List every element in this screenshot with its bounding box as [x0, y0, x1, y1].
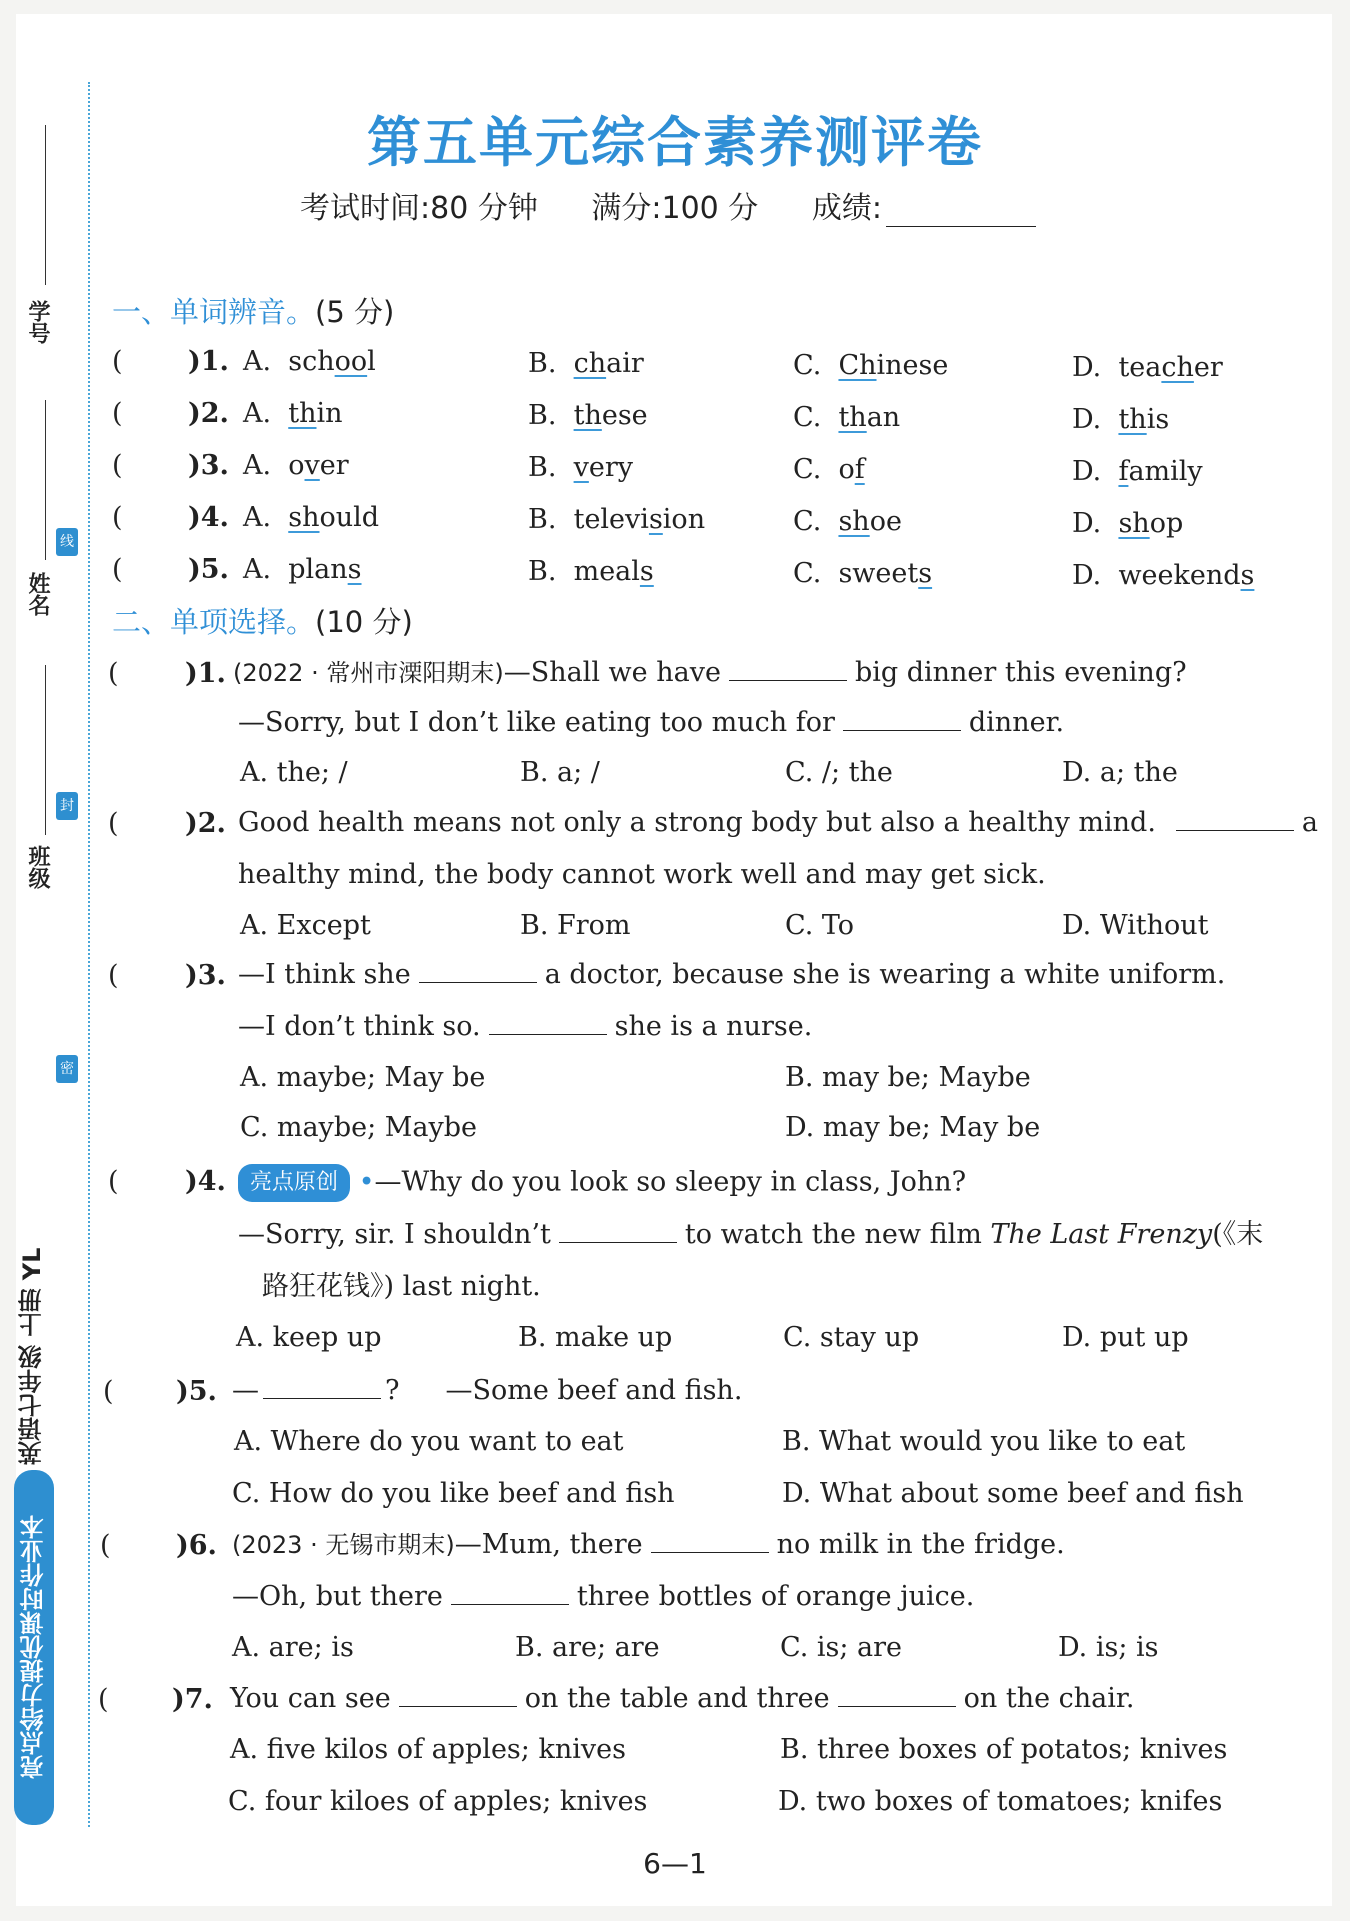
option-b: B. are; are: [515, 1632, 660, 1663]
answer-paren: (: [108, 960, 119, 991]
answer-blank: [1176, 806, 1294, 831]
q1-text-c: —Sorry, but I don’t like eating too much for: [238, 707, 835, 738]
answer-blank: [559, 1218, 677, 1243]
answer-blank: [838, 1682, 956, 1707]
full-score: 满分:100 分: [591, 191, 759, 226]
option-c: C. four kiloes of apples; knives: [228, 1786, 648, 1817]
q5-text-a: —: [232, 1375, 259, 1406]
question-number: )6.: [176, 1530, 217, 1561]
section-2-points: (10 分): [315, 605, 413, 639]
word-option: D. family: [1072, 456, 1203, 487]
original-question-badge: 亮点原创: [238, 1164, 350, 1202]
student-no-label: 学号: [25, 300, 50, 344]
word-option: B. meals: [528, 556, 654, 587]
question-number: )4.: [188, 502, 229, 533]
section-2-heading: [112, 600, 413, 641]
class-blank-line: [45, 665, 46, 835]
word-option: C. than: [793, 402, 901, 433]
q1-text-a: —Shall we have: [503, 657, 721, 688]
question-7-line-1: [230, 1682, 1134, 1716]
name-label: 姓名: [25, 572, 50, 616]
option-a: A. Where do you want to eat: [234, 1426, 624, 1457]
word-option: A. plans: [243, 554, 362, 585]
option-a: A. are; is: [232, 1632, 354, 1663]
word-option: C. shoe: [793, 506, 902, 537]
page-title: 第五单元综合素养测评卷: [367, 111, 983, 174]
word-option: A. thin: [243, 398, 343, 429]
option-c: C. To: [785, 910, 855, 941]
word-option: D. this: [1072, 404, 1170, 435]
option-c: C. How do you like beef and fish: [232, 1478, 675, 1509]
class-label: 班级: [25, 845, 50, 889]
option-a: A. keep up: [236, 1322, 382, 1353]
option-b: B. make up: [518, 1322, 673, 1353]
word-option: D. shop: [1072, 508, 1184, 539]
q3-text-c: —I don’t think so.: [238, 1011, 481, 1042]
seal-mark-mi: 密: [56, 1055, 78, 1083]
q7-text-c: on the chair.: [963, 1683, 1135, 1714]
option-d: D. two boxes of tomatoes; knifes: [778, 1786, 1223, 1817]
answer-paren: (: [103, 1376, 114, 1407]
q3-text-b: a doctor, because she is wearing a white uniform.: [544, 959, 1226, 990]
question-6-line-2: [232, 1580, 974, 1614]
question-2-line-1: [238, 806, 1318, 840]
answer-blank: [451, 1580, 569, 1605]
answer-blank: [843, 706, 961, 731]
option-b: B. may be; Maybe: [785, 1062, 1031, 1093]
q2-text-b: a: [1301, 807, 1319, 838]
answer-paren: (: [98, 1684, 109, 1715]
word-option: B. television: [528, 504, 706, 535]
question-number: )3.: [188, 450, 229, 481]
section-2-title: 二、单项选择。: [112, 605, 316, 639]
option-a: A. maybe; May be: [240, 1062, 486, 1093]
word-option: B. chair: [528, 348, 644, 379]
q7-text-b: on the table and three: [524, 1683, 830, 1714]
option-d: D. is; is: [1058, 1632, 1159, 1663]
word-option: C. sweets: [793, 558, 933, 589]
word-option: A. should: [243, 502, 380, 533]
question-3-line-2: [238, 1010, 812, 1044]
option-d: D. may be; May be: [785, 1112, 1041, 1143]
answer-blank: [489, 1010, 607, 1035]
question-3-line-1: [238, 958, 1225, 992]
answer-blank: [419, 958, 537, 983]
q2-text-a: Good health means not only a strong body but also a healthy mind.: [238, 807, 1156, 838]
word-option: B. very: [528, 452, 633, 483]
question-number: )3.: [185, 960, 226, 991]
question-number: )5.: [188, 554, 229, 585]
section-1-title: 一、单词辨音。: [112, 295, 316, 329]
question-4-line-1: 亮点原创 •—Why do you look so sleepy in class, John?: [238, 1164, 966, 1202]
question-4-line-3: 路狂花钱》) last night.: [262, 1271, 541, 1302]
option-c: C. maybe; Maybe: [240, 1112, 478, 1143]
exam-time: 考试时间:80 分钟: [300, 191, 538, 226]
word-option: D. teacher: [1072, 352, 1223, 383]
q1-text-d: dinner.: [968, 707, 1065, 738]
binding-dotted-line: [88, 82, 90, 1827]
question-2-line-2: healthy mind, the body cannot work well and may get sick.: [238, 859, 1046, 890]
section-1-points: (5 分): [315, 295, 395, 329]
question-number: )1.: [185, 658, 226, 689]
question-source: (2022 · 常州市溧阳期末): [233, 659, 504, 687]
word-option: D. weekends: [1072, 560, 1255, 591]
answer-paren: (: [112, 398, 123, 429]
score-label: 成绩:: [811, 191, 882, 226]
option-d: D. put up: [1062, 1322, 1189, 1353]
option-c: C. is; are: [780, 1632, 903, 1663]
answer-blank: [263, 1374, 381, 1399]
q4-text-a: —Why do you look so sleepy in class, John?: [374, 1166, 967, 1198]
q4-text-c: to watch the new film: [684, 1219, 982, 1250]
answer-blank: [729, 656, 847, 681]
q6-text-b: no milk in the fridge.: [776, 1529, 1065, 1560]
q4-text-d: (《末: [1212, 1219, 1264, 1250]
page-number: 6—1: [643, 1847, 707, 1880]
option-b: B. a; /: [520, 757, 600, 788]
question-number: )7.: [172, 1684, 213, 1715]
option-b: B. What would you like to eat: [782, 1426, 1186, 1457]
answer-blank: [399, 1682, 517, 1707]
q6-text-c: —Oh, but there: [232, 1581, 443, 1612]
option-b: B. From: [520, 910, 631, 941]
q6-text-a: —Mum, there: [454, 1529, 643, 1560]
option-b: B. three boxes of potatos; knives: [780, 1734, 1228, 1765]
seal-mark-feng: 封: [56, 792, 78, 820]
question-number: )4.: [185, 1166, 226, 1197]
q5-text-b: ?: [385, 1375, 400, 1406]
q3-text-a: —I think she: [238, 959, 411, 990]
option-d: D. a; the: [1062, 757, 1178, 788]
score-blank: [886, 200, 1036, 227]
answer-blank: [651, 1528, 769, 1553]
option-a: A. five kilos of apples; knives: [230, 1734, 626, 1765]
q6-text-d: three bottles of orange juice.: [576, 1581, 975, 1612]
word-option: A. over: [243, 450, 349, 481]
seal-mark-xian: 线: [56, 528, 78, 556]
book-spine: [14, 1165, 54, 1825]
option-d: D. What about some beef and fish: [782, 1478, 1244, 1509]
option-a: A. the; /: [240, 757, 348, 788]
name-blank-line: [45, 400, 46, 560]
question-number: )1.: [188, 346, 229, 377]
q5-text-c: —Some beef and fish.: [445, 1375, 743, 1406]
question-4-line-2: [238, 1218, 1263, 1252]
option-a: A. Except: [240, 910, 371, 941]
answer-paren: (: [108, 808, 119, 839]
answer-paren: (: [112, 346, 123, 377]
question-number: )2.: [185, 808, 226, 839]
exam-info: [300, 183, 1080, 227]
q1-text-b: big dinner this evening?: [854, 657, 1187, 688]
option-d: D. Without: [1062, 910, 1209, 941]
q4-text-b: —Sorry, sir. I shouldn’t: [238, 1219, 551, 1250]
q3-text-d: she is a nurse.: [614, 1011, 813, 1042]
question-source: (2023 · 无锡市期末): [232, 1531, 455, 1559]
word-option: A. school: [243, 346, 376, 377]
answer-paren: (: [112, 502, 123, 533]
answer-paren: (: [112, 554, 123, 585]
answer-paren: (: [108, 1166, 119, 1197]
film-title: The Last Frenzy: [990, 1219, 1213, 1250]
word-option: C. of: [793, 454, 865, 485]
section-1-heading: [112, 290, 394, 331]
question-6-line-1: [232, 1528, 1065, 1562]
word-option: C. Chinese: [793, 350, 949, 381]
question-1-line-2: [238, 706, 1064, 740]
book-name: 英语七年级 上册 YL: [18, 1247, 46, 1465]
question-number: )5.: [176, 1376, 217, 1407]
answer-paren: (: [112, 450, 123, 481]
option-c: C. /; the: [785, 757, 893, 788]
question-1-line-1: [233, 656, 1187, 690]
q7-text-a: You can see: [230, 1683, 391, 1714]
answer-paren: (: [100, 1530, 111, 1561]
question-number: )2.: [188, 398, 229, 429]
brand-logo: 亮点给力提优课时作业本: [14, 1470, 54, 1825]
word-option: B. these: [528, 400, 648, 431]
option-c: C. stay up: [783, 1322, 920, 1353]
answer-paren: (: [108, 658, 119, 689]
question-5-line-1: [232, 1374, 742, 1408]
